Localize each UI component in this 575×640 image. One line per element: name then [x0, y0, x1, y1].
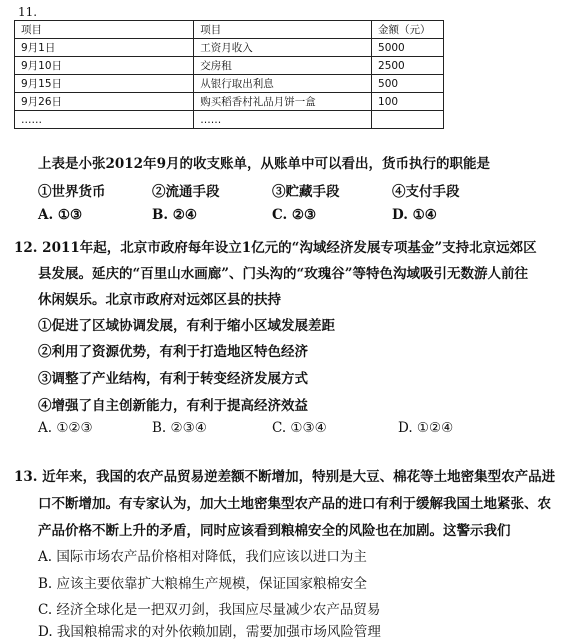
- q11-item-3: ③贮藏手段: [272, 184, 340, 200]
- q13-choice-a[interactable]: A. 国际市场农产品价格相对降低，我们应该以进口为主: [38, 549, 367, 565]
- table-cell-item: 工资月收入: [194, 39, 372, 57]
- question-11-number: 11.: [18, 5, 38, 19]
- table-cell-amount: 2500: [372, 57, 444, 75]
- table-cell-amount: [372, 111, 444, 129]
- q12-item-2: ②利用了资源优势，有利于打造地区特色经济: [38, 344, 308, 360]
- q11-item-4: ④支付手段: [392, 184, 460, 200]
- q11-item-2: ②流通手段: [152, 184, 220, 200]
- q13-choice-b[interactable]: B. 应该主要依靠扩大粮棉生产规模，保证国家粮棉安全: [38, 576, 368, 592]
- q11-choice-d[interactable]: D. ①④: [392, 207, 437, 223]
- table-cell-amount: 5000: [372, 39, 444, 57]
- table-row: [15, 111, 444, 129]
- table-cell-date: ……: [15, 111, 194, 129]
- table-row: [15, 75, 444, 93]
- q13-choice-d[interactable]: D. 我国粮棉需求的对外依赖加剧，需要加强市场风险管理: [38, 624, 381, 640]
- table-cell-date: 9月15日: [15, 75, 194, 93]
- q12-item-4: ④增强了自主创新能力，有利于提高经济效益: [38, 398, 308, 414]
- question-12-stem-line: 12. 2011年起，北京市政府每年设立1亿元的“沟域经济发展专项基金”支持北京远郊区: [14, 240, 537, 256]
- q12-item-3: ③调整了产业结构，有利于转变经济发展方式: [38, 371, 308, 387]
- q12-choice-c[interactable]: C. ①③④: [272, 420, 327, 436]
- q12-choice-d[interactable]: D. ①②④: [398, 420, 454, 436]
- table-header-cell: 金额（元）: [372, 21, 444, 39]
- table-cell-item: ……: [194, 111, 372, 129]
- question-11-stem: 上表是小张2012年9月的收支账单，从账单中可以看出，货币执行的职能是: [38, 156, 490, 172]
- q12-choice-b[interactable]: B. ②③④: [152, 420, 207, 436]
- table-cell-item: 交房租: [194, 57, 372, 75]
- bill-table: [14, 20, 444, 129]
- q11-choice-c[interactable]: C. ②③: [272, 207, 317, 223]
- table-cell-item: 购买稻香村礼品月饼一盒: [194, 93, 372, 111]
- table-header-cell: 项目: [194, 21, 372, 39]
- q11-item-1: ①世界货币: [38, 184, 106, 200]
- q12-item-1: ①促进了区域协调发展，有利于缩小区域发展差距: [38, 318, 335, 334]
- table-cell-amount: 100: [372, 93, 444, 111]
- q13-choice-c[interactable]: C. 经济全球化是一把双刃剑，我国应尽量减少农产品贸易: [38, 602, 381, 618]
- table-row: [15, 93, 444, 111]
- table-header-row: [15, 21, 444, 39]
- question-13-stem-line: 13. 近年来，我国的农产品贸易逆差额不断增加，特别是大豆、棉花等土地密集型农产品进: [14, 469, 556, 485]
- table-header-cell: 项目: [15, 21, 194, 39]
- question-13-stem-line: 口不断增加。有专家认为，加大土地密集型农产品的进口有利于缓解我国土地紧张、农: [38, 496, 551, 512]
- q12-choice-a[interactable]: A. ①②③: [38, 420, 93, 436]
- question-12-stem-line: 休闲娱乐。北京市政府对远郊区县的扶持: [38, 292, 281, 308]
- table-row: [15, 39, 444, 57]
- table-cell-date: 9月26日: [15, 93, 194, 111]
- question-12-stem-line: 县发展。延庆的“百里山水画廊”、门头沟的“玫瑰谷”等特色沟域吸引无数游人前往: [38, 266, 529, 282]
- table-cell-date: 9月10日: [15, 57, 194, 75]
- question-13-stem-line: 产品价格不断上升的矛盾，同时应该看到粮棉安全的风险也在加剧。这警示我们: [38, 523, 511, 539]
- table-cell-amount: 500: [372, 75, 444, 93]
- table-cell-date: 9月1日: [15, 39, 194, 57]
- table-cell-item: 从银行取出利息: [194, 75, 372, 93]
- table-row: [15, 57, 444, 75]
- q11-choice-b[interactable]: B. ②④: [152, 207, 198, 223]
- q11-choice-a[interactable]: A. ①③: [38, 207, 83, 223]
